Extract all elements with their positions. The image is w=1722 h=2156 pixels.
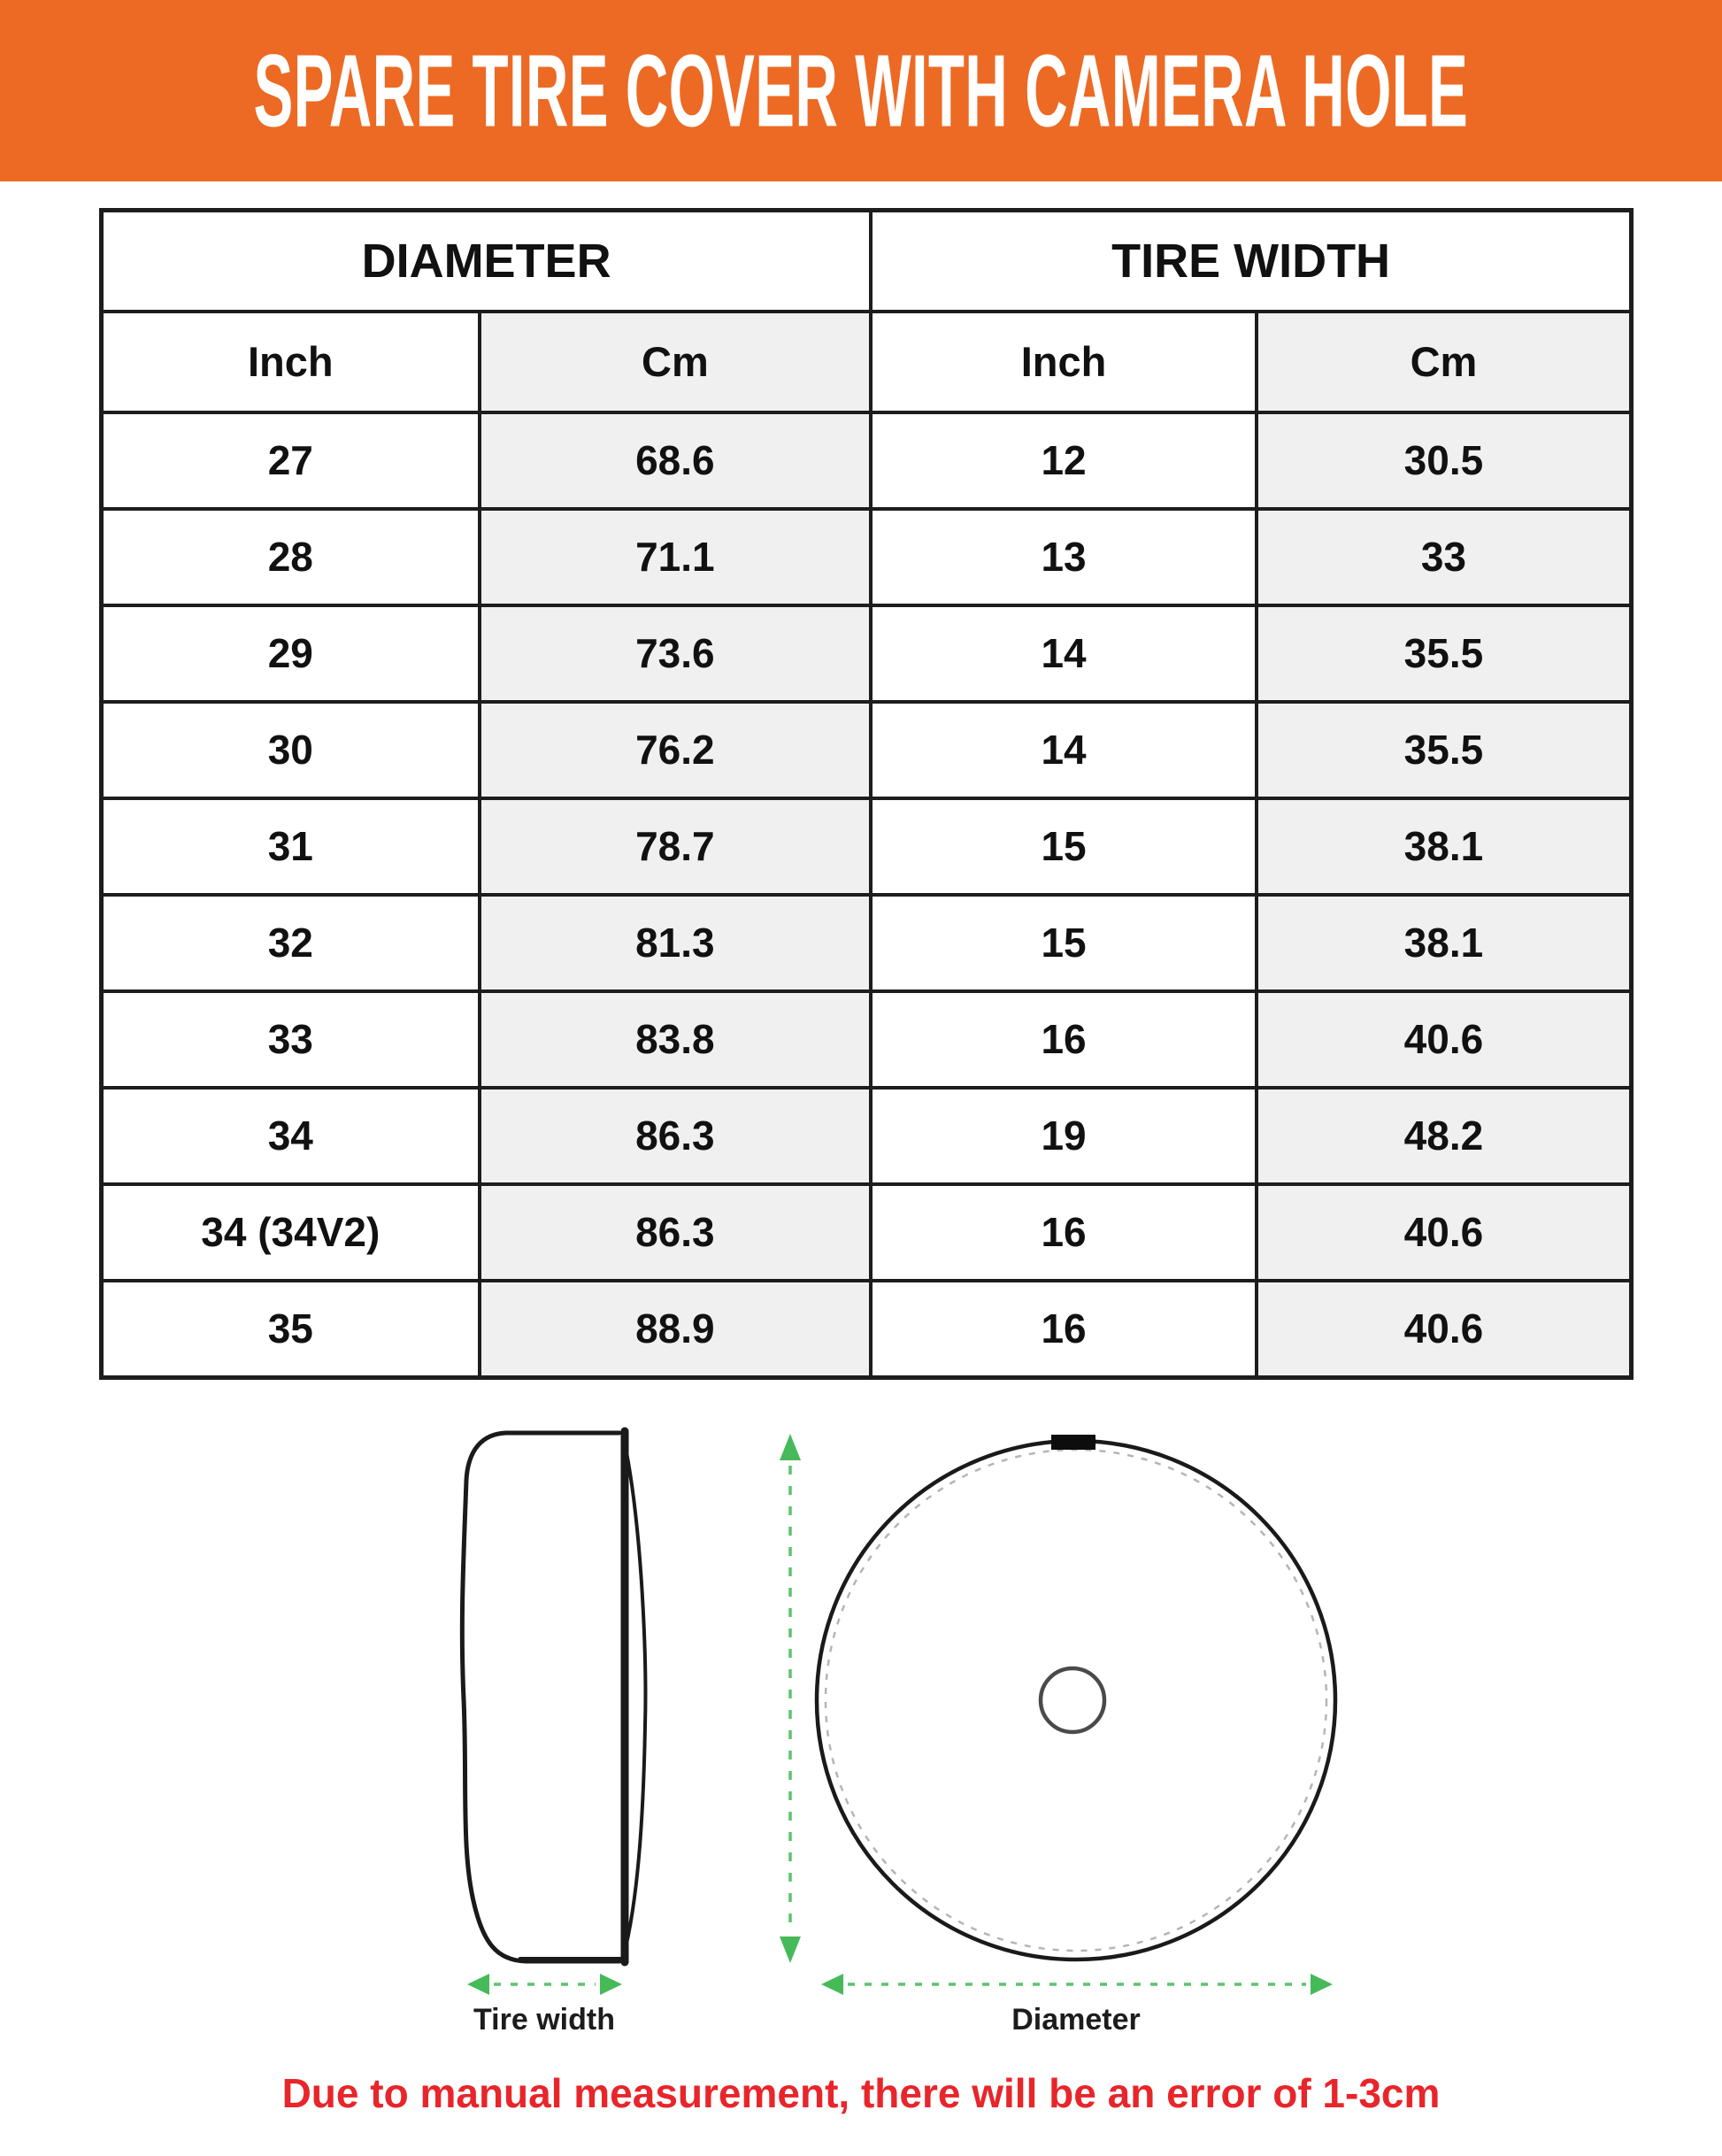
tire-width-arrow-icon xyxy=(467,1974,622,1995)
size-cell: 35 xyxy=(102,1281,480,1377)
size-cell: 73.6 xyxy=(480,605,872,702)
camera-hole xyxy=(1041,1668,1104,1732)
sub-header-width-cm: Cm xyxy=(1257,312,1632,412)
size-cell: 40.6 xyxy=(1257,991,1632,1088)
tire-front-view-drawing xyxy=(817,1435,1335,1960)
size-cell: 40.6 xyxy=(1257,1281,1632,1377)
table-row xyxy=(102,895,1632,991)
size-cell: 35.5 xyxy=(1257,605,1632,702)
sub-header-diameter-cm: Cm xyxy=(480,312,872,412)
table-row xyxy=(102,1088,1632,1184)
tire-width-label: Tire width xyxy=(473,2003,615,2037)
size-cell: 29 xyxy=(102,605,480,702)
size-cell: 16 xyxy=(871,1281,1257,1377)
size-cell: 33 xyxy=(102,991,480,1088)
size-cell: 78.7 xyxy=(480,798,872,895)
group-header-tire-width: TIRE WIDTH xyxy=(871,211,1631,312)
size-cell: 15 xyxy=(871,798,1257,895)
size-cell: 30 xyxy=(102,702,480,798)
table-row xyxy=(102,509,1632,605)
diameter-label: Diameter xyxy=(1011,2003,1141,2037)
table-row xyxy=(102,1184,1632,1281)
table-row xyxy=(102,412,1632,509)
diameter-horizontal-arrow-icon xyxy=(821,1974,1333,1995)
size-cell: 71.1 xyxy=(480,509,872,605)
table-row xyxy=(102,991,1632,1088)
size-cell: 83.8 xyxy=(480,991,872,1088)
size-cell: 86.3 xyxy=(480,1184,872,1281)
size-cell: 16 xyxy=(871,1184,1257,1281)
tire-measurement-diagram xyxy=(0,1416,1722,2036)
size-cell: 12 xyxy=(871,412,1257,509)
size-cell: 13 xyxy=(871,509,1257,605)
size-cell: 48.2 xyxy=(1257,1088,1632,1184)
size-cell: 40.6 xyxy=(1257,1184,1632,1281)
size-cell: 76.2 xyxy=(480,702,872,798)
size-cell: 31 xyxy=(102,798,480,895)
size-cell: 14 xyxy=(871,702,1257,798)
sub-header-width-inch: Inch xyxy=(871,312,1257,412)
sub-header-row xyxy=(102,312,1632,412)
size-cell: 81.3 xyxy=(480,895,872,991)
size-cell: 27 xyxy=(102,412,480,509)
hanger-tab-mark xyxy=(1051,1435,1095,1450)
group-header-row xyxy=(102,211,1632,312)
tire-side-view-drawing xyxy=(462,1431,645,1962)
size-cell: 34 xyxy=(102,1088,480,1184)
size-table xyxy=(99,208,1634,1380)
size-cell: 19 xyxy=(871,1088,1257,1184)
sub-header-diameter-inch: Inch xyxy=(102,312,480,412)
size-cell: 28 xyxy=(102,509,480,605)
table-row xyxy=(102,1281,1632,1377)
size-cell: 68.6 xyxy=(480,412,872,509)
size-cell: 33 xyxy=(1257,509,1632,605)
size-cell: 34 (34V2) xyxy=(102,1184,480,1281)
size-cell: 86.3 xyxy=(480,1088,872,1184)
table-row xyxy=(102,605,1632,702)
size-cell: 15 xyxy=(871,895,1257,991)
size-cell: 38.1 xyxy=(1257,798,1632,895)
table-row xyxy=(102,702,1632,798)
size-cell: 32 xyxy=(102,895,480,991)
size-cell: 30.5 xyxy=(1257,412,1632,509)
size-cell: 88.9 xyxy=(480,1281,872,1377)
banner xyxy=(0,0,1722,181)
size-table-body xyxy=(102,412,1632,1377)
size-cell: 35.5 xyxy=(1257,702,1632,798)
size-cell: 16 xyxy=(871,991,1257,1088)
group-header-diameter: DIAMETER xyxy=(102,211,872,312)
page-title: SPARE TIRE COVER WITH CAMERA HOLE xyxy=(253,32,1469,148)
measurement-error-note: Due to manual measurement, there will be an error of 1-3cm xyxy=(281,2070,1441,2116)
table-row xyxy=(102,798,1632,895)
diameter-vertical-arrow-icon xyxy=(780,1434,801,1963)
size-cell: 14 xyxy=(871,605,1257,702)
size-cell: 38.1 xyxy=(1257,895,1632,991)
